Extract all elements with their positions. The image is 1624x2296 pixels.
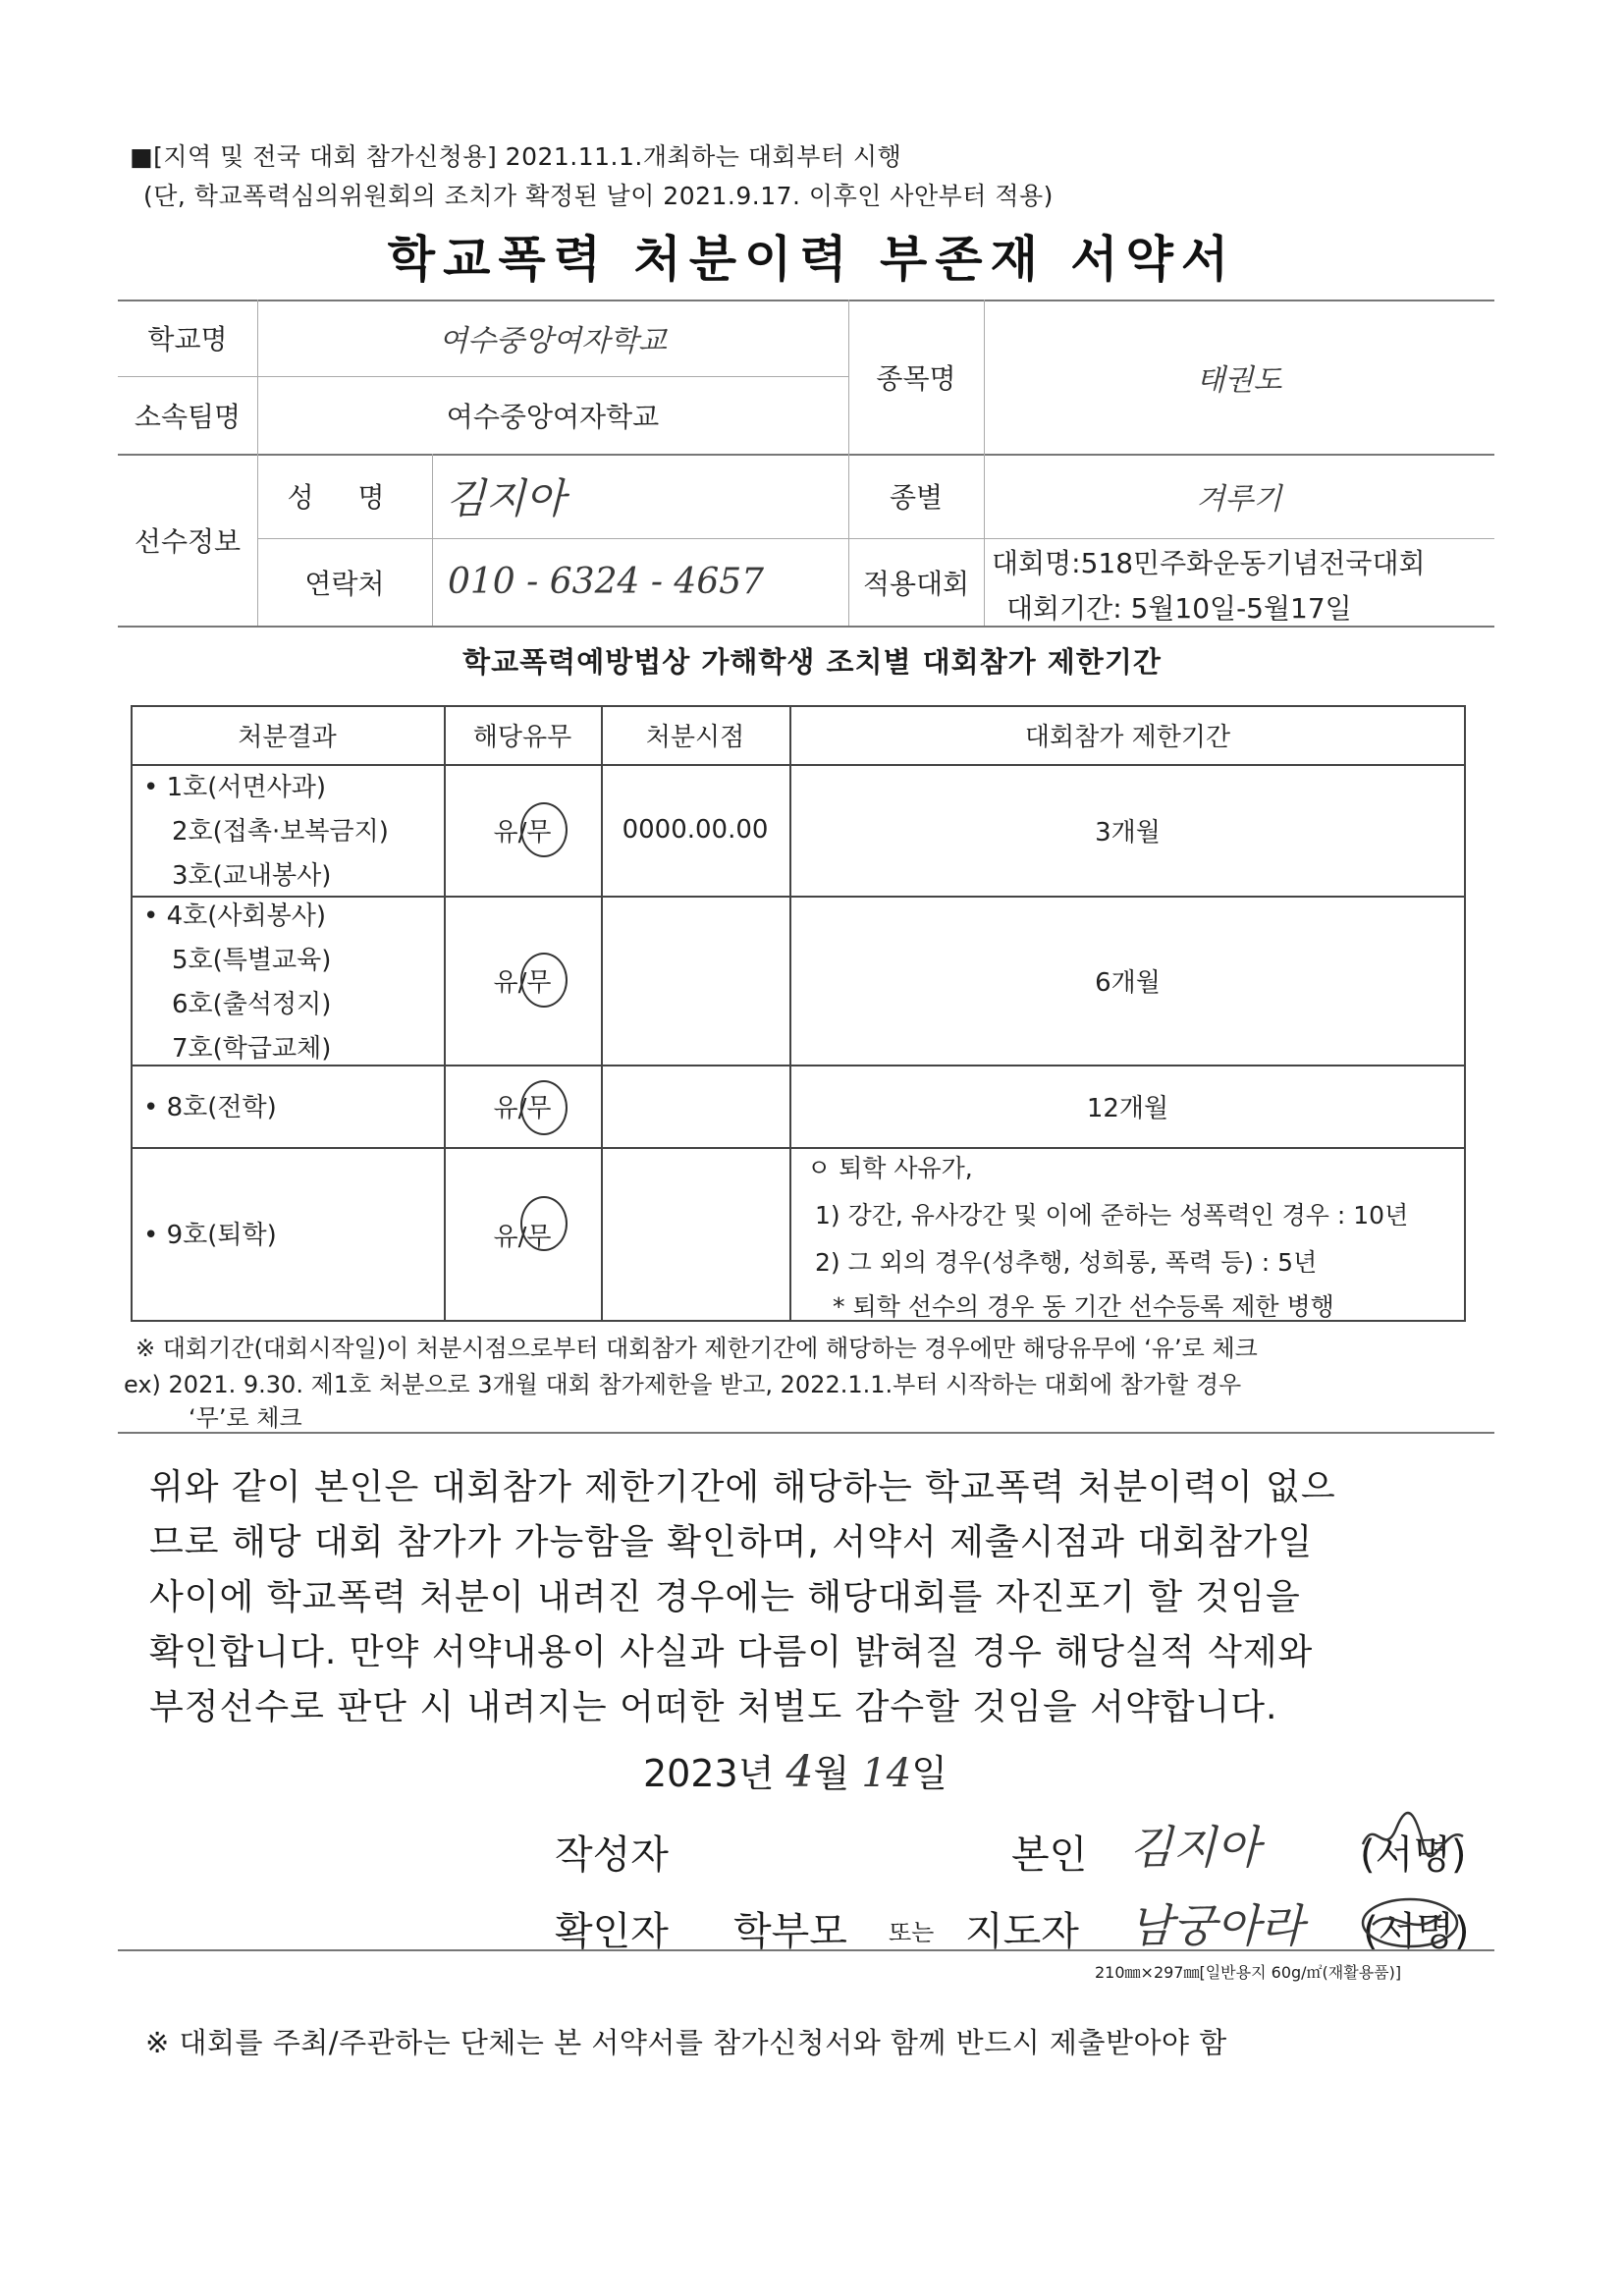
team-value: 여수중앙여자학교 [446,400,660,433]
row1-choice: 유/무 [493,817,552,847]
contact-value: 010 - 6324 - 4657 [448,562,765,602]
signature-divider [118,1949,1494,1951]
pledge-line-1: 위와 같이 본인은 대회참가 제한기간에 해당하는 학교폭력 처분이력이 없으 [149,1467,1336,1507]
parent-label: 학부모 [733,1909,847,1954]
row2-item-1: • 4호(사회봉사) [143,902,327,931]
row4-check-circle [520,1196,568,1251]
row3-period: 12개월 [1086,1093,1169,1123]
date-year: 2023 [643,1752,738,1795]
school-label: 학교명 [147,323,228,355]
confirmer-signature-mark [1353,1886,1481,1956]
row4-choice: 유/무 [493,1222,552,1252]
event-period: 대회기간: 5월10일-5월17일 [1006,592,1352,625]
row2-item-4: 7호(학급교체) [172,1034,332,1064]
confirmer-name-handwritten: 남궁아라 [1129,1899,1304,1952]
document-title: 학교폭력 처분이력 부존재 서약서 [387,231,1237,288]
footer-note: ※ 대회를 주최/주관하는 단체는 본 서약서를 참가신청서와 함께 반드시 제출받아야 함 [145,2026,1227,2059]
row3-item-1: • 8호(전학) [143,1093,277,1122]
row4-period-line-4: * 퇴학 선수의 경우 동 기간 선수등록 제한 병행 [833,1292,1334,1321]
row1-item-2: 2호(접촉·보복금지) [172,817,389,847]
coach-label: 지도자 [965,1909,1079,1954]
player-info-label: 선수정보 [134,524,242,558]
self-signature-mark [1355,1807,1473,1876]
name-label: 성 명 [287,481,403,514]
row4-date [601,1147,789,1322]
or-label: 또는 [889,1919,935,1946]
row2-check-circle [520,953,568,1008]
contact-label: 연락처 [304,567,385,600]
self-sign-label: (서명) [1360,1832,1467,1878]
category-value: 겨루기 [1196,482,1282,517]
confirmer-label: 확인자 [555,1909,669,1954]
row1-check-circle [520,802,568,857]
sport-label: 종목명 [876,361,956,395]
date-day-suffix: 일 [911,1752,947,1795]
row4-period-line-2: 1) 강간, 유사강간 및 이에 준하는 성폭력인 경우 : 10년 [815,1201,1409,1230]
sport-value: 태권도 [1196,362,1282,398]
date-year-suffix: 년 [737,1752,775,1795]
event-name: 대회명:518민주화운동기념전국대회 [992,547,1426,579]
row3-date [601,1065,789,1147]
category-label: 종별 [889,481,944,514]
row2-item-3: 6호(출석정지) [172,990,332,1019]
pledge-line-5: 부정선수로 판단 시 내려지는 어떠한 처벌도 감수할 것임을 서약합니다. [149,1687,1278,1727]
row2-period: 6개월 [1095,967,1161,998]
table-note-1: ※ 대회기간(대회시작일)이 처분시점으로부터 대회참가 제한기간에 해당하는 경우에만 해당유무에 ‘유’로 체크 [135,1335,1258,1362]
col-header-date: 처분시점 [645,722,745,752]
notice-line-2: (단, 학교폭력심의위원회의 조치가 확정된 날이 2021.9.17. 이후인 사안부터 적용) [143,182,1054,210]
row1-item-3: 3호(교내봉사) [172,861,332,891]
confirmer-sign-label: (서명) [1363,1909,1470,1954]
row2-choice: 유/무 [493,967,552,998]
row2-item-2: 5호(특별교육) [172,946,332,975]
team-label: 소속팀명 [134,400,242,433]
row4-period-line-1: ㅇ 퇴학 사유가, [807,1154,973,1182]
row4-item-1: • 9호(퇴학) [143,1221,277,1250]
notice-line-1: ■[지역 및 전국 대회 참가신청용] 2021.11.1.개최하는 대회부터 시행 [130,142,902,171]
school-value: 여수중앙여자학교 [439,324,667,358]
writer-label: 작성자 [555,1832,669,1878]
pledge-date [643,1743,947,1797]
row1-period: 3개월 [1095,817,1161,847]
restriction-heading: 학교폭력예방법상 가해학생 조치별 대회참가 제한기간 [462,645,1162,679]
pledge-line-3: 사이에 학교폭력 처분이 내려진 경우에는 해당대회를 자진포기 할 것임을 [149,1577,1301,1617]
col-header-result: 처분결과 [238,722,337,752]
row1-item-1: • 1호(서면사과) [143,773,327,802]
date-day: 14 [861,1751,912,1796]
table-note-2: ex) 2021. 9.30. 제1호 처분으로 3개월 대회 참가제한을 받고, 2022.1.1.부터 시작하는 대회에 참가할 경우 [124,1371,1242,1398]
event-label: 적용대회 [862,567,970,600]
self-name-handwritten: 김지아 [1129,1821,1261,1874]
row1-date: 0000.00.00 [622,815,769,845]
table-note-3: ‘무’로 체크 [189,1404,302,1432]
col-header-period: 대회참가 제한기간 [1024,722,1231,752]
paper-spec: 210㎜×297㎜[일반용지 60g/㎡(재활용품)] [1095,1963,1402,1982]
row2-date [601,896,789,1065]
row4-period-line-3: 2) 그 외의 경우(성추행, 성희롱, 폭력 등) : 5년 [815,1248,1318,1277]
col-header-applicable: 해당유무 [472,722,572,752]
table-row-divider-3 [131,1147,1466,1149]
self-label: 본인 [1011,1832,1088,1878]
pledge-line-2: 므로 해당 대회 참가가 가능함을 확인하며, 서약서 제출시점과 대회참가일 [149,1522,1314,1562]
row3-check-circle [520,1080,568,1135]
name-value: 김지아 [446,474,566,522]
pledge-paragraph [149,1460,1485,1735]
pledge-line-4: 확인합니다. 만약 서약내용이 사실과 다름이 밝혀질 경우 해당실적 삭제와 [149,1632,1314,1672]
date-month-suffix: 월 [813,1752,850,1795]
row3-choice: 유/무 [493,1093,552,1123]
date-month: 4 [785,1747,814,1797]
notes-divider [118,1432,1494,1434]
